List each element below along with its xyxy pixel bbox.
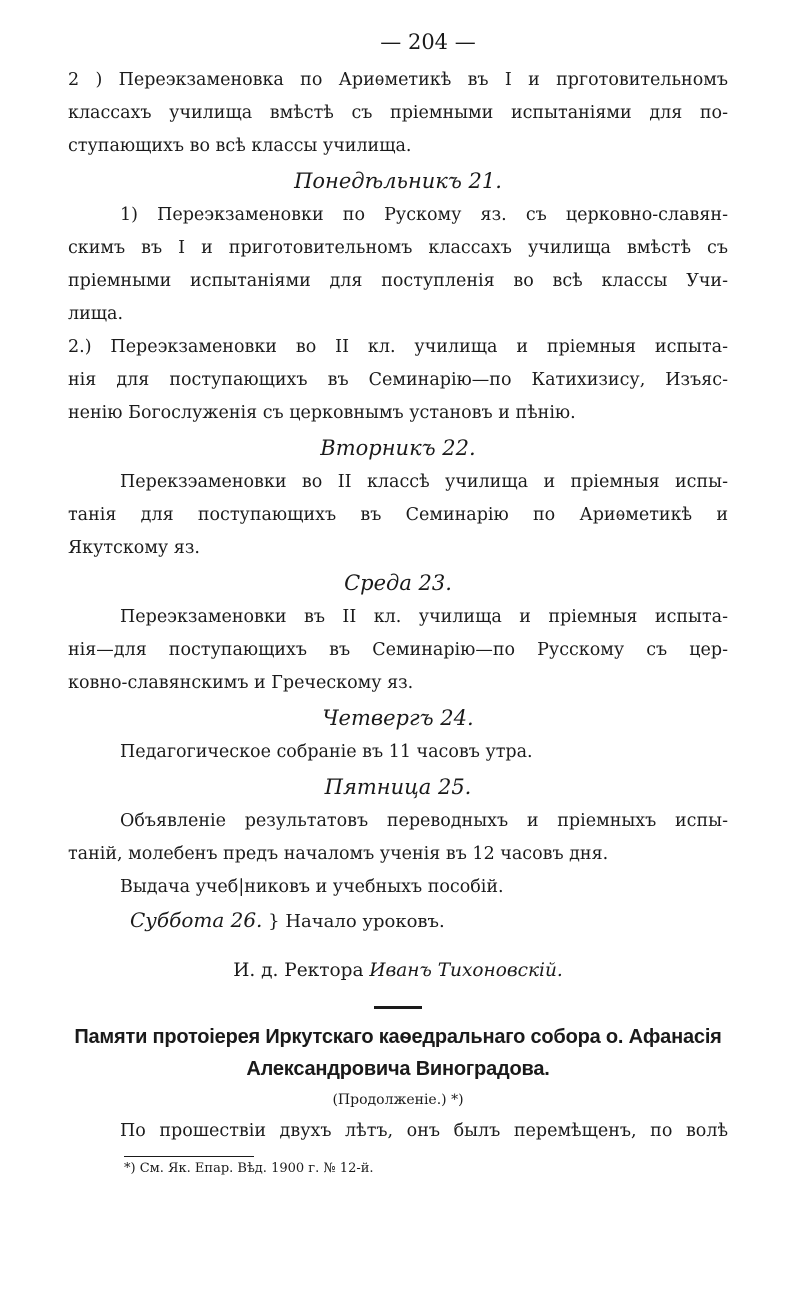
heading-tuesday: Вторникъ 22. [320,436,476,460]
text-line: таній, молебенъ предъ началомъ ученія въ 12 часовъ дня. [68,844,609,864]
section-divider [374,1006,422,1009]
text-line: нія—для поступающихъ въ Семинарію—по Русскому съ цер- [68,640,728,660]
paragraph-wednesday [68,601,728,700]
paragraph-monday-russian [68,199,728,331]
article-title-line: Памяти протоіерея Иркутскаго каѳедральнаго собора о. Афанасія [74,1026,722,1048]
paragraph-friday [68,805,728,904]
heading-thursday: Четвергъ 24. [322,706,474,730]
text-line: 2.) Переэкзаменовки во II кл. училища и пріемныя испыта- [68,337,728,357]
text-line: ступающихъ во всѣ классы училища. [68,136,412,156]
signature-prefix: И. д. Ректора [233,960,364,981]
paragraph-thursday [68,736,728,769]
signature [68,954,728,988]
heading-monday: Понедѣльникъ 21. [294,169,502,193]
text-line: Объявленіе результатовъ переводныхъ и пріемныхъ испы- [120,811,728,831]
paragraph-monday-catechism [68,331,728,430]
text-line: скимъ въ I и приготовительномъ классахъ училища вмѣстѣ съ [68,238,728,258]
saturday-text: } Начало уроковъ. [268,911,445,932]
text-line: 1) Переэкзаменовки по Рускому яз. съ церковно-славян- [120,205,728,225]
article-title [68,1021,728,1085]
text-line: классахъ училища вмѣстѣ съ пріемными испытаніями для по- [68,103,728,123]
heading-wednesday: Среда 23. [344,571,452,595]
text-line: Переэкзаменовки въ II кл. училища и пріемныя испыта- [120,607,728,627]
text-line: ковно-славянскимъ и Греческому яз. [68,673,414,693]
text-line: ненію Богослуженія съ церковнымъ установъ и пѣнію. [68,403,576,423]
text-line: Выдача учеб|никовъ и учебныхъ пособій. [120,877,504,897]
footnote: *) См. Як. Епар. Вѣд. 1900 г. № 12-й. [124,1161,374,1176]
signature-name: Иванъ Тихоновскій. [369,960,563,981]
text-line: Перекзэаменовки во II классѣ училища и пріемныя испы- [120,472,728,492]
text-line: танія для поступающихъ въ Семинарію по Ариѳметикѣ и [68,505,728,525]
text-line: 2 ) Переэкзаменовка по Ариѳметикѣ въ I и прготовительномъ [68,70,728,90]
text-line: По прошествіи двухъ лѣтъ, онъ былъ перемѣщенъ, по волѣ [120,1121,728,1141]
text-line: лища. [68,304,124,324]
text-line: Якутскому яз. [68,538,200,558]
article-first-paragraph [68,1115,728,1148]
text-line: пріемными испытаніями для поступленія во всѣ классы Учи- [68,271,728,291]
saturday-line [68,904,728,938]
continued-note: (Продолженіе.) *) [332,1092,464,1108]
paragraph-tuesday [68,466,728,565]
article-title-line: Александровича Виноградова. [246,1058,550,1080]
document-page [68,30,728,1181]
text-line: нія для поступающихъ въ Семинарію—по Катихизису, Изъяс- [68,370,728,390]
text-line: Педагогическое собраніе въ 11 часовъ утра. [120,742,533,762]
paragraph-arithmetic-reexam [68,64,728,163]
heading-friday: Пятница 25. [324,775,472,799]
page-number: — 204 — [380,30,476,54]
saturday-day: Суббота 26. [130,908,263,932]
